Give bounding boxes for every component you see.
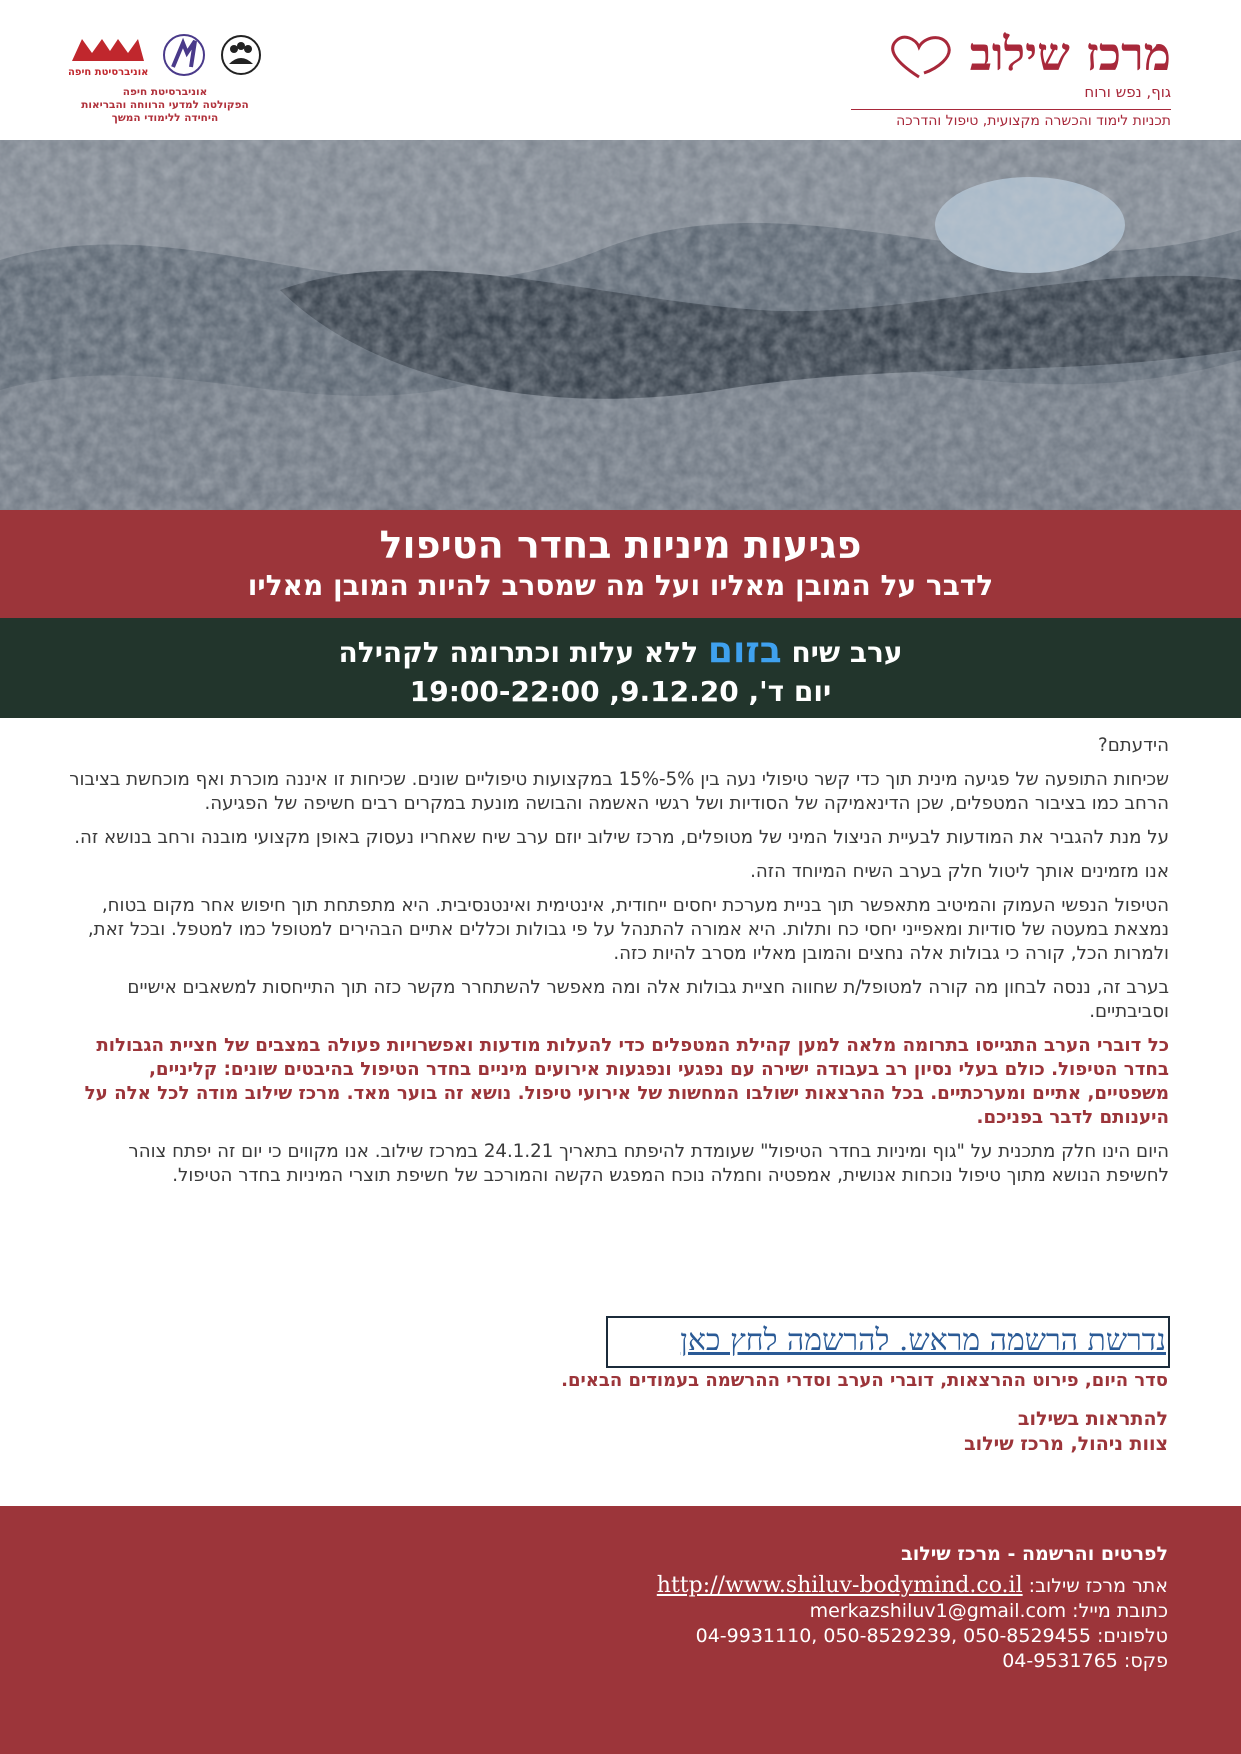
fax-row	[657, 1649, 1168, 1674]
event-prefix: ערב שיח	[791, 636, 903, 669]
phones-label: טלפונים:	[1096, 1625, 1168, 1647]
register-link[interactable]: נדרשת הרשמה מראש. להרשמה לחץ כאן	[680, 1323, 1166, 1358]
phones-row	[657, 1624, 1168, 1649]
signoff-line: צוות ניהול, מרכז שילוב	[964, 1433, 1168, 1455]
phones-value: 04-9931110, 050-8529239, 050-8529455	[695, 1625, 1091, 1647]
partners-line: אוניברסיטת חיפה	[122, 86, 208, 98]
paragraph: הטיפול הנפשי העמוק והמיטיב מתאפשר תוך בניית מערכת יחסים ייחודית, אינטימית ואינטנסיבית. היא מתפתחת תוך חיפוש אחר מקום בטוח, נמצאת במעטה של סודיות ומאפייני יחסי כח ותלות. היא אמורה להתנהל על פי גבולות וכללים אתיים הבהירים למטופל כמו למטפל. ובכל זאת, ולמרות הכל, קורה כי גבולות אלה נחצים והמובן מאליו מסרב להיות כזה.	[87, 895, 1169, 964]
community-icon	[220, 34, 262, 76]
university-logo	[68, 33, 148, 78]
signoff-line: להתראות בשילוב	[1017, 1408, 1168, 1430]
partners-line: הפקולטה למדעי הרווחה והבריאות	[81, 99, 249, 111]
university-label: אוניברסיטת חיפה	[68, 66, 149, 78]
highlight-paragraph: כל דוברי הערב התגייסו בתרומה מלאה למען קהילת המטפלים כדי להעלות מודעות ואפשרויות פעולה במצבים של חציית הגבולות בחדר הטיפול. כולם בעלי נסיון רב בעבודה ישירה עם נפגעי ונפגעות אירועים מיניים בחדר הטיפול בהיבטים שונים: קליניים, משפטיים, אתיים ומערכתיים. בכל ההרצאות ישולבו המחשות של אירועי טיפול. נושא זה בוער מאד. מרכז שילוב מודה לכל אלה על היענותם לדבר בפניכם.	[84, 1035, 1169, 1128]
fax-value: 04-9531765	[1002, 1650, 1118, 1672]
site-label: אתר מרכז שילוב:	[1028, 1575, 1168, 1597]
email-row	[657, 1599, 1168, 1624]
email-label: כתובת מייל:	[1072, 1600, 1168, 1622]
event-description	[0, 618, 1241, 674]
partner-logos	[60, 30, 270, 125]
paragraph: על מנת להגביר את המודעות לבעיית הניצול המיני של מטופלים, מרכז שילוב יוזם ערב שיח שאחריו נעסוק באופן מקצועי מובנה ורחב בנושא זה.	[74, 827, 1169, 848]
signoff	[964, 1407, 1168, 1457]
brand-logo	[851, 27, 1171, 129]
register-box	[606, 1316, 1170, 1368]
body-text	[66, 734, 1169, 1198]
heart-icon	[884, 33, 954, 83]
contact-block	[657, 1542, 1168, 1674]
event-suffix: ללא עלות וכתרומה לקהילה	[338, 636, 699, 669]
brand-subtitle: גוף, נפש ורוח	[1084, 83, 1171, 101]
rock-texture	[0, 140, 1241, 510]
hero-image	[0, 140, 1241, 510]
brand-name: מרכז שילוב	[969, 27, 1171, 81]
title-band	[0, 510, 1241, 618]
contact-title: לפרטים והרשמה - מרכז שילוב	[901, 1543, 1168, 1565]
event-band	[0, 618, 1241, 718]
university-icon	[70, 33, 146, 63]
brand-tagline: תכניות לימוד והכשרה מקצועית, טיפול והדרכה	[851, 109, 1171, 129]
page-title: פגיעות מיניות בחדר הטיפול	[379, 523, 862, 567]
page-subtitle: לדבר על המובן מאליו ועל מה שמסרב להיות המובן מאליו	[247, 569, 994, 602]
footer	[0, 1506, 1241, 1754]
paragraph: בערב זה, ננסה לבחון מה קורה למטופל/ת שחווה חציית גבולות אלה ומה מאפשר להשתחרר מקשר כזה תוך התייחסות למשאבים אישיים וסביבתיים.	[127, 977, 1169, 1022]
paragraph: הידעתם?	[1098, 735, 1169, 756]
site-row	[657, 1573, 1168, 1599]
event-zoom-label: בזום	[707, 630, 782, 671]
faculty-icon	[161, 33, 207, 77]
agenda-note: סדר היום, פירוט ההרצאות, דוברי הערב וסדרי ההרשמה בעמודים הבאים.	[561, 1370, 1168, 1391]
email-value: merkazshiluv1@gmail.com	[809, 1600, 1067, 1622]
partners-text	[60, 86, 270, 125]
paragraph: היום הינו חלק מתכנית על "גוף ומיניות בחדר הטיפול" שעומדת להיפתח בתאריך 24.1.21 במרכז שילוב. אנו מקווים כי יום זה יפתח צוהר לחשיפת הנושא מתוך טיפול נוכחות אנושית, אמפטיה וחמלה נוכח המפגש הקשה והמורכב של חשיפת תוצרי המיניות בחדר הטיפול.	[128, 1141, 1169, 1186]
fax-label: פקס:	[1123, 1650, 1168, 1672]
event-date: יום ד', 9.12.20, 19:00-22:00	[409, 675, 832, 708]
paragraph: שכיחות התופעה של פגיעה מינית תוך כדי קשר טיפולי נעה בין 5%-15% במקצועות טיפוליים שונים. שכיחות זו איננה מוכרת ואף מוכחשת בציבור הרחב כמו בציבור המטפלים, שכן הדינאמיקה של הסודיות ושל רגשי האשמה והבושה מונעת במקרים רבים חשיפה של הפגיעה.	[69, 769, 1169, 814]
paragraph: אנו מזמינים אותך ליטול חלק בערב השיח המיוחד הזה.	[750, 861, 1169, 882]
site-link[interactable]: http://www.shiluv-bodymind.co.il	[656, 1573, 1023, 1598]
header	[0, 0, 1241, 140]
partners-line: היחידה ללימודי המשך	[111, 112, 219, 124]
